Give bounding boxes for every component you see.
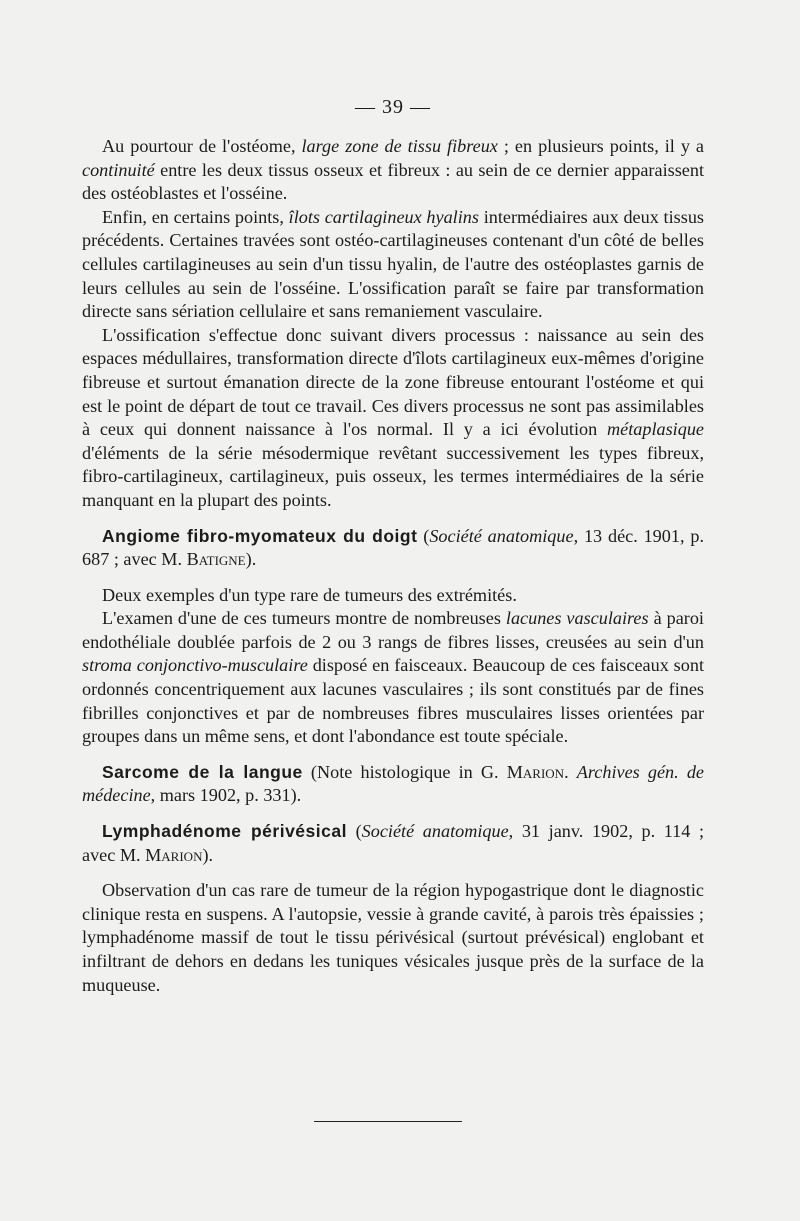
text-span: ). (245, 549, 257, 570)
italic-term: Société anatomique (361, 821, 509, 842)
italic-term: Société anatomique (429, 525, 574, 546)
paragraph-ilots-cartilagineux (82, 206, 704, 324)
text-span: ). (202, 844, 214, 865)
end-rule (314, 1121, 462, 1122)
entry-title: Angiome fibro-myomateux du doigt (102, 525, 418, 546)
italic-term: large zone de tissu fibreux (301, 136, 498, 156)
text-span: L'ossification s'effectue donc suivant divers processus : naissance au sein des espaces médullaires, transformation directe d'îlots cartilagineux eux-mêmes d'origine fibreuse et surtout émanation directe de la zone fibreuse entourant l'ostéome et qui est le point de départ de tout ce travail. Ces divers processus ne sont pas assimilables à ceux qui donnent naissance à l'os normal. Il y a ici évolution (82, 324, 704, 440)
text-span: d'éléments de la série mésodermique revêtant successivement les types fibreux, fibro-cartilagineux, cartilagineux, puis osseux, les termes intermédiaires de la série manquant en la plupart des points. (82, 442, 704, 510)
entry-lymphadenome (82, 820, 704, 867)
entry-sarcome (82, 761, 704, 808)
text-span: ; en plusieurs points, il y a (497, 136, 704, 156)
text-span: Au pourtour de l'ostéome, (102, 136, 302, 156)
paragraph-deux-exemples: Deux exemples d'un type rare de tumeurs des extrémités. (102, 584, 517, 605)
author-name: Marion (145, 844, 203, 865)
paragraph-observation: Observation d'un cas rare de tumeur de la région hypogastrique dont le diagnostic clinique resta en suspens. A l'autopsie, vessie à grande cavité, à parois très épaissies ; lymphadénome massif de tout le tissu périvésical (surtout prévésical) englobant et infiltrant de dehors en dedans les tuniques vésicales jusque près de la surface de la muqueuse. (82, 880, 704, 995)
italic-term: Archives gén. de médecine (82, 761, 705, 806)
entry-title: Sarcome de la langue (102, 761, 303, 782)
text-span: ( (417, 525, 430, 546)
text-span: intermédiaires aux deux tissus précédents. Certaines travées sont ostéo-cartilagineuses contenant d'un côté de belles cellules cartilagineuses au sein d'un tissu hyalin, de l'autre des ostéoplastes garnis de leurs cellules au sein de l'osséine. L'ossification paraît se faire par transformation directe sans sériation cellulaire et sans remaniement vasculaire. (82, 206, 704, 322)
text-span: , 13 déc. 1901, p. 687 ; avec M. (82, 525, 704, 570)
author-name: Batigne (186, 549, 246, 570)
text-span: , mars 1902, p. 331). (150, 785, 302, 806)
italic-term: îlots cartilagineux hyalins (288, 206, 479, 227)
italic-term: stroma conjonctivo-musculaire (82, 655, 308, 676)
paragraph-examen-tumeurs (82, 607, 704, 749)
text-span: Enfin, en certains points, (102, 206, 289, 227)
italic-term: continuité (82, 159, 155, 180)
text-span: . (564, 761, 577, 782)
text-span: L'examen d'une de ces tumeurs montre de nombreuses (102, 608, 506, 629)
text-span: (Note histologique in G. (302, 761, 507, 782)
page-number: — 39 — (355, 96, 431, 118)
entry-angiome (82, 525, 704, 572)
paragraph-osteome-pourtour (82, 135, 704, 206)
paragraph-ossification-processus (82, 324, 704, 513)
text-span: disposé en faisceaux. Beaucoup de ces faisceaux sont ordonnés concentriquement aux lacunes vasculaires ; ils sont constitués par de fines fibrilles conjonctives et par de nombreuses fibres musculaires lisses orientées par groupes dans un même sens, et dont l'abondance est toute spéciale. (82, 655, 705, 747)
italic-term: lacunes vasculaires (505, 608, 649, 629)
entry-title: Lymphadénome périvésical (102, 821, 347, 842)
italic-term: métaplasique (607, 419, 704, 440)
text-span: , 31 janv. 1902, p. 114 ; avec M. (82, 821, 705, 865)
author-name: Marion (506, 761, 565, 782)
text-span: ( (346, 821, 362, 842)
text-span: à paroi endothéliale doublée parfois de 2 ou 3 rangs de fibres lisses, creusées au sein d'un (82, 608, 704, 652)
text-span: entre les deux tissus osseux et fibreux : au sein de ce dernier apparaissent des ostéoblastes et l'osséine. (82, 159, 704, 204)
